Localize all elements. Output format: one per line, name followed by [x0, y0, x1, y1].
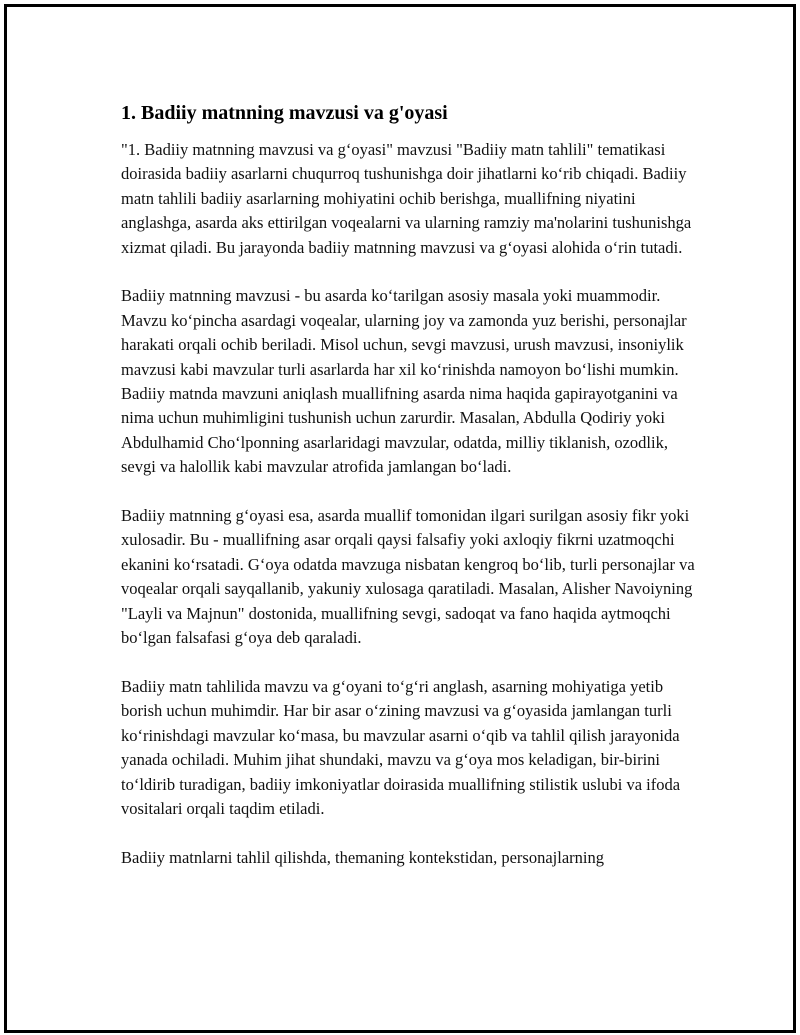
document-body: [121, 99, 697, 895]
paragraph-3: Badiiy matnning g‘oyasi esa, asarda muallif tomonidan ilgari surilgan asosiy fikr yoki xulosadir. Bu - muallifning asar orqali qaysi falsafiy yoki axloqiy fikrni uzatmoqchi ekanini ko‘rsatadi. G‘oya odatda mavzuga nisbatan kengroq bo‘lib, turli personajlar va voqealar orqali sayqallanib, yakuniy xulosaga qaratiladi. Masalan, Alisher Navoiyning "Layli va Majnun" dostonida, muallifning sevgi, sadoqat va fano haqida aytmoqchi bo‘lgan falsafasi g‘oya deb qaraladi.: [121, 506, 695, 648]
paragraph-2: Badiiy matnning mavzusi - bu asarda ko‘tarilgan asosiy masala yoki muammodir. Mavzu ko‘pincha asardagi voqealar, ularning joy va zamonda yuz berishi, personajlar harakati orqali ochib beriladi. Misol uchun, sevgi mavzusi, urush mavzusi, insoniylik mavzusi kabi mavzular turli asarlarda har xil ko‘rinishda namoyon bo‘lishi mumkin. Badiiy matnda mavzuni aniqlash muallifning asarda nima haqida gapirayotganini va nima uchun muhimligini tushunish uchun zarurdir. Masalan, Abdulla Qodiriy yoki Abdulhamid Cho‘lponning asarlaridagi mavzular, odatda, milliy tiklanish, ozodlik, sevgi va halollik kabi mavzular atrofida jamlangan bo‘ladi.: [121, 286, 687, 477]
paragraph-5: Badiiy matnlarni tahlil qilishda, themaning kontekstidan, personajlarning: [121, 847, 604, 867]
document-heading: 1. Badiiy matnning mavzusi va g'oyasi: [121, 102, 448, 124]
paragraph-4: Badiiy matn tahlilida mavzu va g‘oyani to‘g‘ri anglash, asarning mohiyatiga yetib borish uchun muhimdir. Har bir asar o‘zining mavzusi va g‘oyasida jamlangan turli ko‘rinishdagi mavzular ko‘masa, bu mavzular asarni o‘qib va tahlil qilish jarayonida yanada ochiladi. Muhim jihat shundaki, mavzu va g‘oya mos keladigan, bir-birini to‘ldirib turadigan, badiiy imkoniyatlar doirasida muallifning stilistik uslubi va ifoda vositalari orqali taqdim etiladi.: [121, 676, 681, 818]
paragraph-1: "1. Badiiy matnning mavzusi va g‘oyasi" mavzusi "Badiiy matn tahlili" tematikasi doirasida badiiy asarlarni chuqurroq tushunishga doir jihatlarni ko‘rib chiqadi. Badiiy matn tahlili badiiy asarlarning mohiyatini ochib berishga, muallifning niyatini anglashga, asarda aks ettirilgan voqealarni va ularning ramziy ma'nolarini tushunishga xizmat qiladi. Bu jarayonda badiiy matnning mavzusi va g‘oyasi alohida o‘rin tutadi.: [121, 140, 692, 257]
page-frame: [4, 4, 796, 1033]
